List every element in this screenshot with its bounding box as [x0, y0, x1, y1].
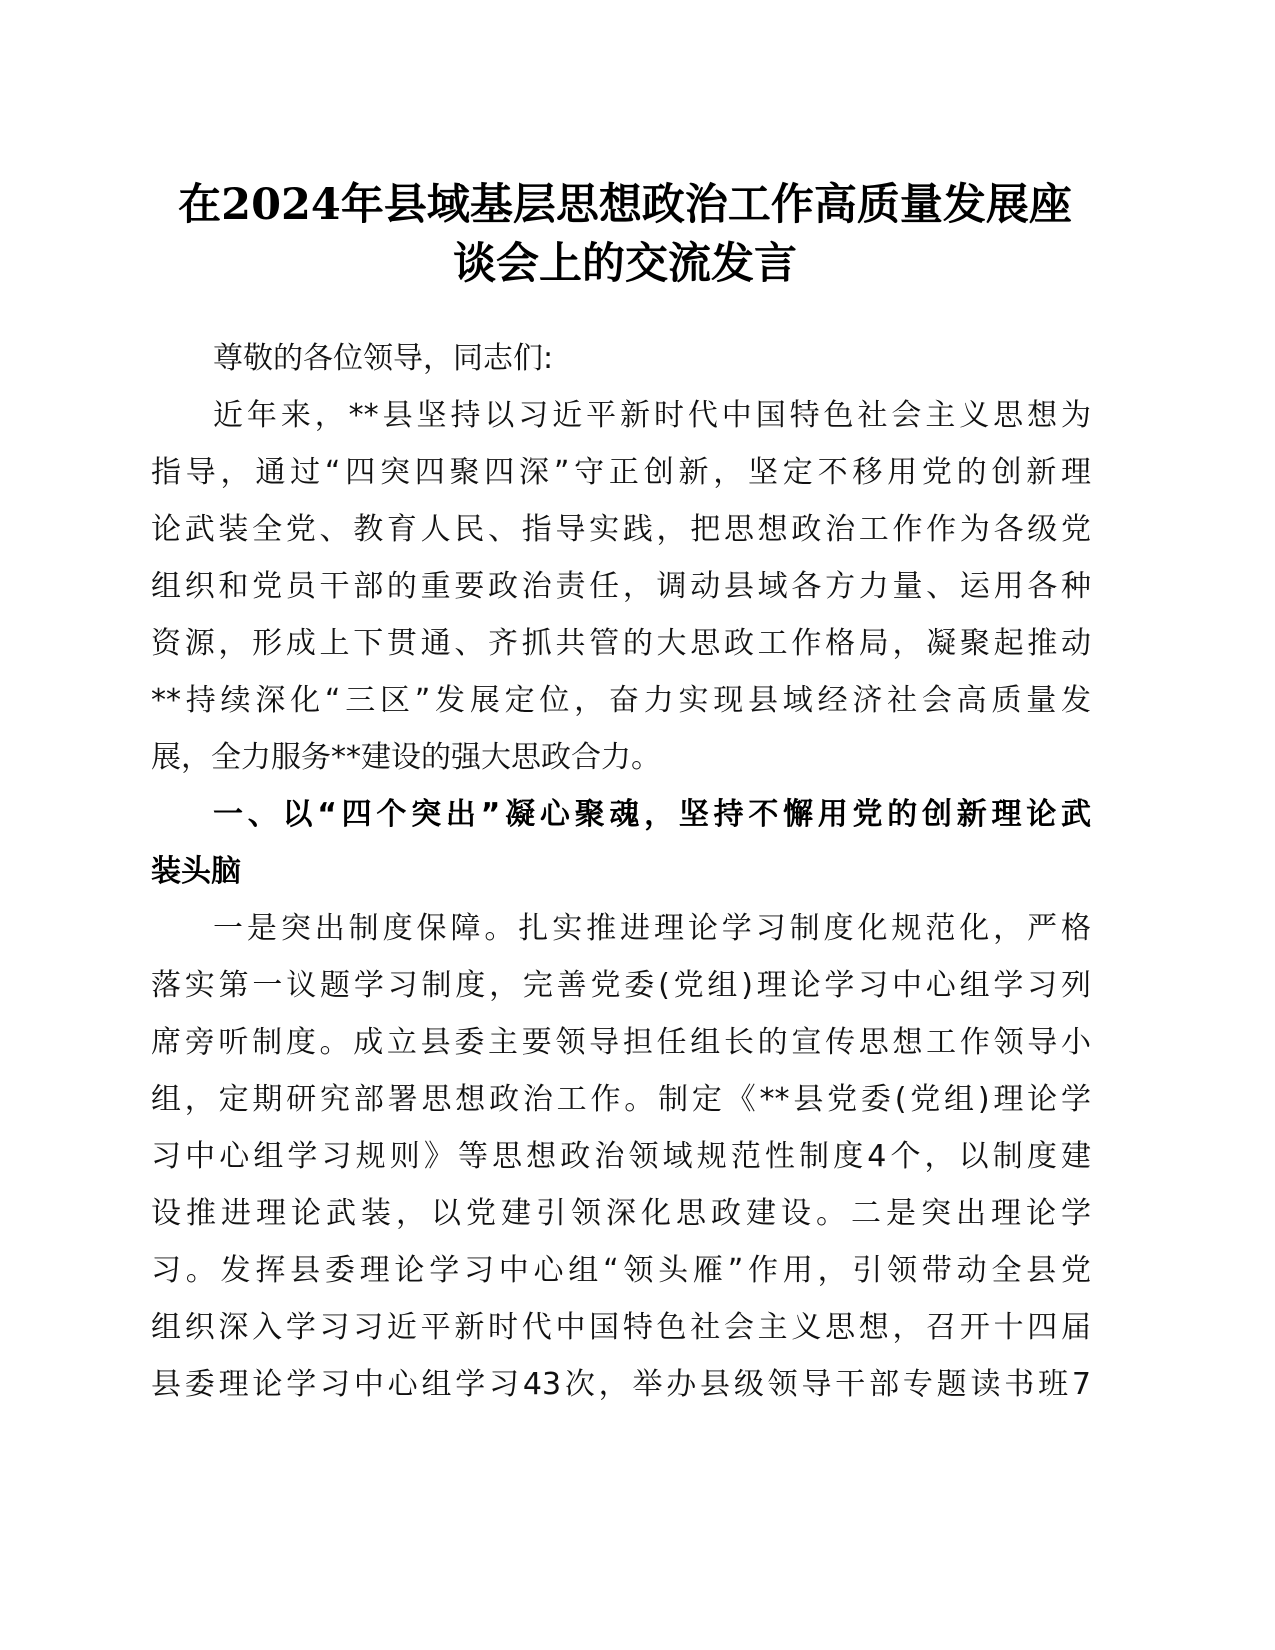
paragraph-line: 近年来，**县坚持以习近平新时代中国特色社会主义思想为 — [213, 398, 1091, 433]
document-body — [151, 330, 1091, 1413]
paragraph-line: 展，全力服务**建设的强大思政合力。 — [151, 740, 661, 775]
paragraph-line: 论武装全党、教育人民、指导实践，把思想政治工作作为各级党 — [151, 512, 1091, 547]
heading-line: 一、以“四个突出”凝心聚魂，坚持不懈用党的创新理论武 — [213, 797, 1091, 832]
paragraph-line: 一是突出制度保障。扎实推进理论学习制度化规范化，严格 — [213, 911, 1091, 946]
paragraph-line: 落实第一议题学习制度，完善党委(党组)理论学习中心组学习列 — [151, 968, 1091, 1003]
paragraph-line: 组，定期研究部署思想政治工作。制定《**县党委(党组)理论学 — [151, 1082, 1091, 1117]
heading-line: 装头脑 — [151, 854, 241, 889]
paragraph-line: 设推进理论武装，以党建引领深化思政建设。二是突出理论学 — [151, 1196, 1091, 1231]
paragraph-line: 组织和党员干部的重要政治责任，调动县域各方力量、运用各种 — [151, 569, 1091, 604]
salutation: 尊敬的各位领导，同志们: — [213, 341, 554, 376]
paragraph-intro — [151, 387, 1091, 786]
title-line-2: 谈会上的交流发言 — [453, 239, 797, 289]
paragraph-line: **持续深化“三区”发展定位，奋力实现县域经济社会高质量发 — [151, 683, 1091, 718]
section-heading-1 — [151, 786, 1091, 900]
title-line-1: 在2024年县域基层思想政治工作高质量发展座 — [178, 180, 1072, 230]
paragraph-line: 资源，形成上下贯通、齐抓共管的大思政工作格局，凝聚起推动 — [151, 626, 1091, 661]
document-title — [150, 176, 1100, 294]
paragraph-line: 县委理论学习中心组学习43次，举办县级领导干部专题读书班7 — [151, 1367, 1091, 1402]
paragraph-line: 组织深入学习习近平新时代中国特色社会主义思想，召开十四届 — [151, 1310, 1091, 1345]
paragraph-section-1 — [151, 900, 1091, 1413]
paragraph-line: 指导，通过“四突四聚四深”守正创新，坚定不移用党的创新理 — [151, 455, 1091, 490]
paragraph-line: 习。发挥县委理论学习中心组“领头雁”作用，引领带动全县党 — [151, 1253, 1091, 1288]
paragraph-line: 席旁听制度。成立县委主要领导担任组长的宣传思想工作领导小 — [151, 1025, 1091, 1060]
paragraph-line: 习中心组学习规则》等思想政治领域规范性制度4个，以制度建 — [151, 1139, 1091, 1174]
